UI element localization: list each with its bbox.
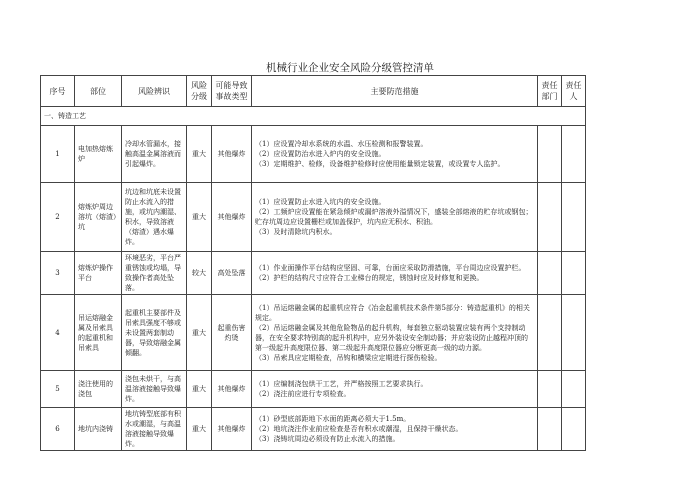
- measure-line: （3）及时清除坑内积水。: [255, 228, 337, 236]
- table-row: [41, 408, 586, 451]
- row-number: 4: [41, 295, 75, 371]
- row-level: 重大: [187, 408, 212, 451]
- row-part: 电加热熔炼炉: [75, 126, 122, 183]
- row-person: [562, 126, 586, 183]
- row-risk: 起重机主要部件及吊索具强度不够或未设置两套制动器，导致熔融金属倾翻。: [122, 295, 187, 371]
- row-level: 重大: [187, 126, 212, 183]
- row-level: 重大: [187, 183, 212, 252]
- row-risk: 地坑铸型底部有积水或潮湿，与高温溶液接触导致爆炸。: [122, 408, 187, 451]
- row-dept: [538, 295, 562, 371]
- header-accident: 可能导致事故类型: [212, 76, 252, 107]
- row-number: 6: [41, 408, 75, 451]
- measure-line: （2）浇注前应进行专项检查。: [255, 390, 351, 398]
- measure-line: （1）吊运熔融金属的起重机应符合《冶金起重机技术条件第5部分：铸造起重机》的相关规定。: [255, 303, 530, 322]
- header-num: 序号: [41, 76, 75, 107]
- row-level: 重大: [187, 371, 212, 408]
- row-risk: 浇包未烘干，与高温溶液接触导致爆炸。: [122, 371, 187, 408]
- row-measures: [252, 295, 538, 371]
- row-part: 熔炼炉操作平台: [75, 252, 122, 295]
- row-dept: [538, 126, 562, 183]
- row-number: 3: [41, 252, 75, 295]
- measure-line: （2）吊运熔融金属及其他危险物品的起升机构，每套独立驱动装置应装有两个支持制动器，在安全要求特别高的起升机构中，应另外装设安全制动器；并应装设防止越程冲顶的第一级起升高度限位器、第二级起升高度限位器应分断更高一级的动力源。: [255, 323, 528, 352]
- header-row: [41, 76, 586, 107]
- table-row: [41, 371, 586, 408]
- row-person: [562, 183, 586, 252]
- row-dept: [538, 252, 562, 295]
- row-dept: [538, 183, 562, 252]
- header-person: 责任人: [562, 76, 586, 107]
- row-accident: 其他爆炸: [212, 408, 252, 451]
- row-accident: 起重伤害灼烫: [212, 295, 252, 371]
- row-level: 较大: [187, 252, 212, 295]
- row-number: 1: [41, 126, 75, 183]
- row-person: [562, 408, 586, 451]
- measure-line: （3）吊索具应定期检查，吊钩和横梁应定期进行探伤检验。: [255, 353, 442, 362]
- row-person: [562, 295, 586, 371]
- row-measures: [252, 408, 538, 451]
- header-part: 部位: [75, 76, 122, 107]
- row-dept: [538, 371, 562, 408]
- section-row: [41, 107, 586, 126]
- row-dept: [538, 408, 562, 451]
- row-level: 重大: [187, 295, 212, 371]
- row-measures: [252, 252, 538, 295]
- row-person: [562, 371, 586, 408]
- row-part: 吊运熔融金属及吊索具的起重机和吊索具: [75, 295, 122, 371]
- table-row: [41, 126, 586, 183]
- measure-line: （1）砂型底部距地下水面的距离必须大于1.5m。: [255, 415, 411, 423]
- row-accident: 其他爆炸: [212, 371, 252, 408]
- measure-line: （2）应设置防治水进入炉内的安全设施。: [255, 150, 386, 158]
- row-risk: 环境恶劣，平台严重锈蚀或均塌，导致操作者高处坠落。: [122, 252, 187, 295]
- row-accident: 其他爆炸: [212, 126, 252, 183]
- measure-line: （2）护栏的结构尺寸应符合工业梯台的规定，锈蚀时应及时修复和更换。: [255, 274, 484, 282]
- row-risk: 冷却水管漏水，接触高温金属溶液而引起爆炸。: [122, 126, 187, 183]
- measure-line: （3）定期维护、检修，设备维护检修时应使用能量锁定装置，或设置专人监护。: [255, 160, 505, 168]
- row-measures: [252, 371, 538, 408]
- row-number: 2: [41, 183, 75, 252]
- measure-line: （2）工频炉应设置能在紧急倾炉或漏炉溶液外溢情况下，盛装全部熔液的贮存坑或钢包；贮存坑周边应设置栅栏或加盖保护，坑内应无积水、积油。: [255, 208, 533, 226]
- header-measures: 主要防范措施: [252, 76, 538, 107]
- header-risk: 风险辨识: [122, 76, 187, 107]
- row-part: 浇注使用的浇包: [75, 371, 122, 408]
- row-part: 熔炼炉周边溶坑（熔渣）坑: [75, 183, 122, 252]
- row-number: 5: [41, 371, 75, 408]
- row-accident: 高处坠落: [212, 252, 252, 295]
- row-risk: 坑边和坑底未设置防止水流入的措施，或坑内潮湿、积水，导致溶液（熔渣）遇水爆炸。: [122, 183, 187, 252]
- header-dept: 责任部门: [538, 76, 562, 107]
- risk-control-table: [40, 75, 586, 451]
- measure-line: （1）应设置冷却水系统的水温、水压检测和报警装置。: [255, 140, 428, 148]
- measure-line: （1）作业面操作平台结构应坚固、可靠，台面应采取防滑措施，平台周边应设置护栏。: [255, 264, 526, 272]
- row-accident: 其他爆炸: [212, 183, 252, 252]
- row-person: [562, 252, 586, 295]
- row-part: 地坑内浇铸: [75, 408, 122, 451]
- measure-line: （2）地坑浇注作业前应检查是否有积水或潮湿，且保持干燥状态。: [255, 425, 463, 433]
- table-row: [41, 183, 586, 252]
- measure-line: （1）应设置防止水进入坑内的安全设施。: [255, 198, 386, 206]
- row-measures: [252, 126, 538, 183]
- header-level: 风险分级: [187, 76, 212, 107]
- measure-line: （3）浇铸坑周边必须设有防止水流入的措施。: [255, 435, 400, 443]
- document-title: 机械行业企业安全风险分级管控清单: [266, 62, 434, 74]
- row-measures: [252, 183, 538, 252]
- measure-line: （1）应编制浇包烘干工艺，并严格按照工艺要求执行。: [255, 380, 428, 388]
- table-row: [41, 295, 586, 371]
- table-row: [41, 252, 586, 295]
- section-title: 一、铸造工艺: [41, 107, 586, 126]
